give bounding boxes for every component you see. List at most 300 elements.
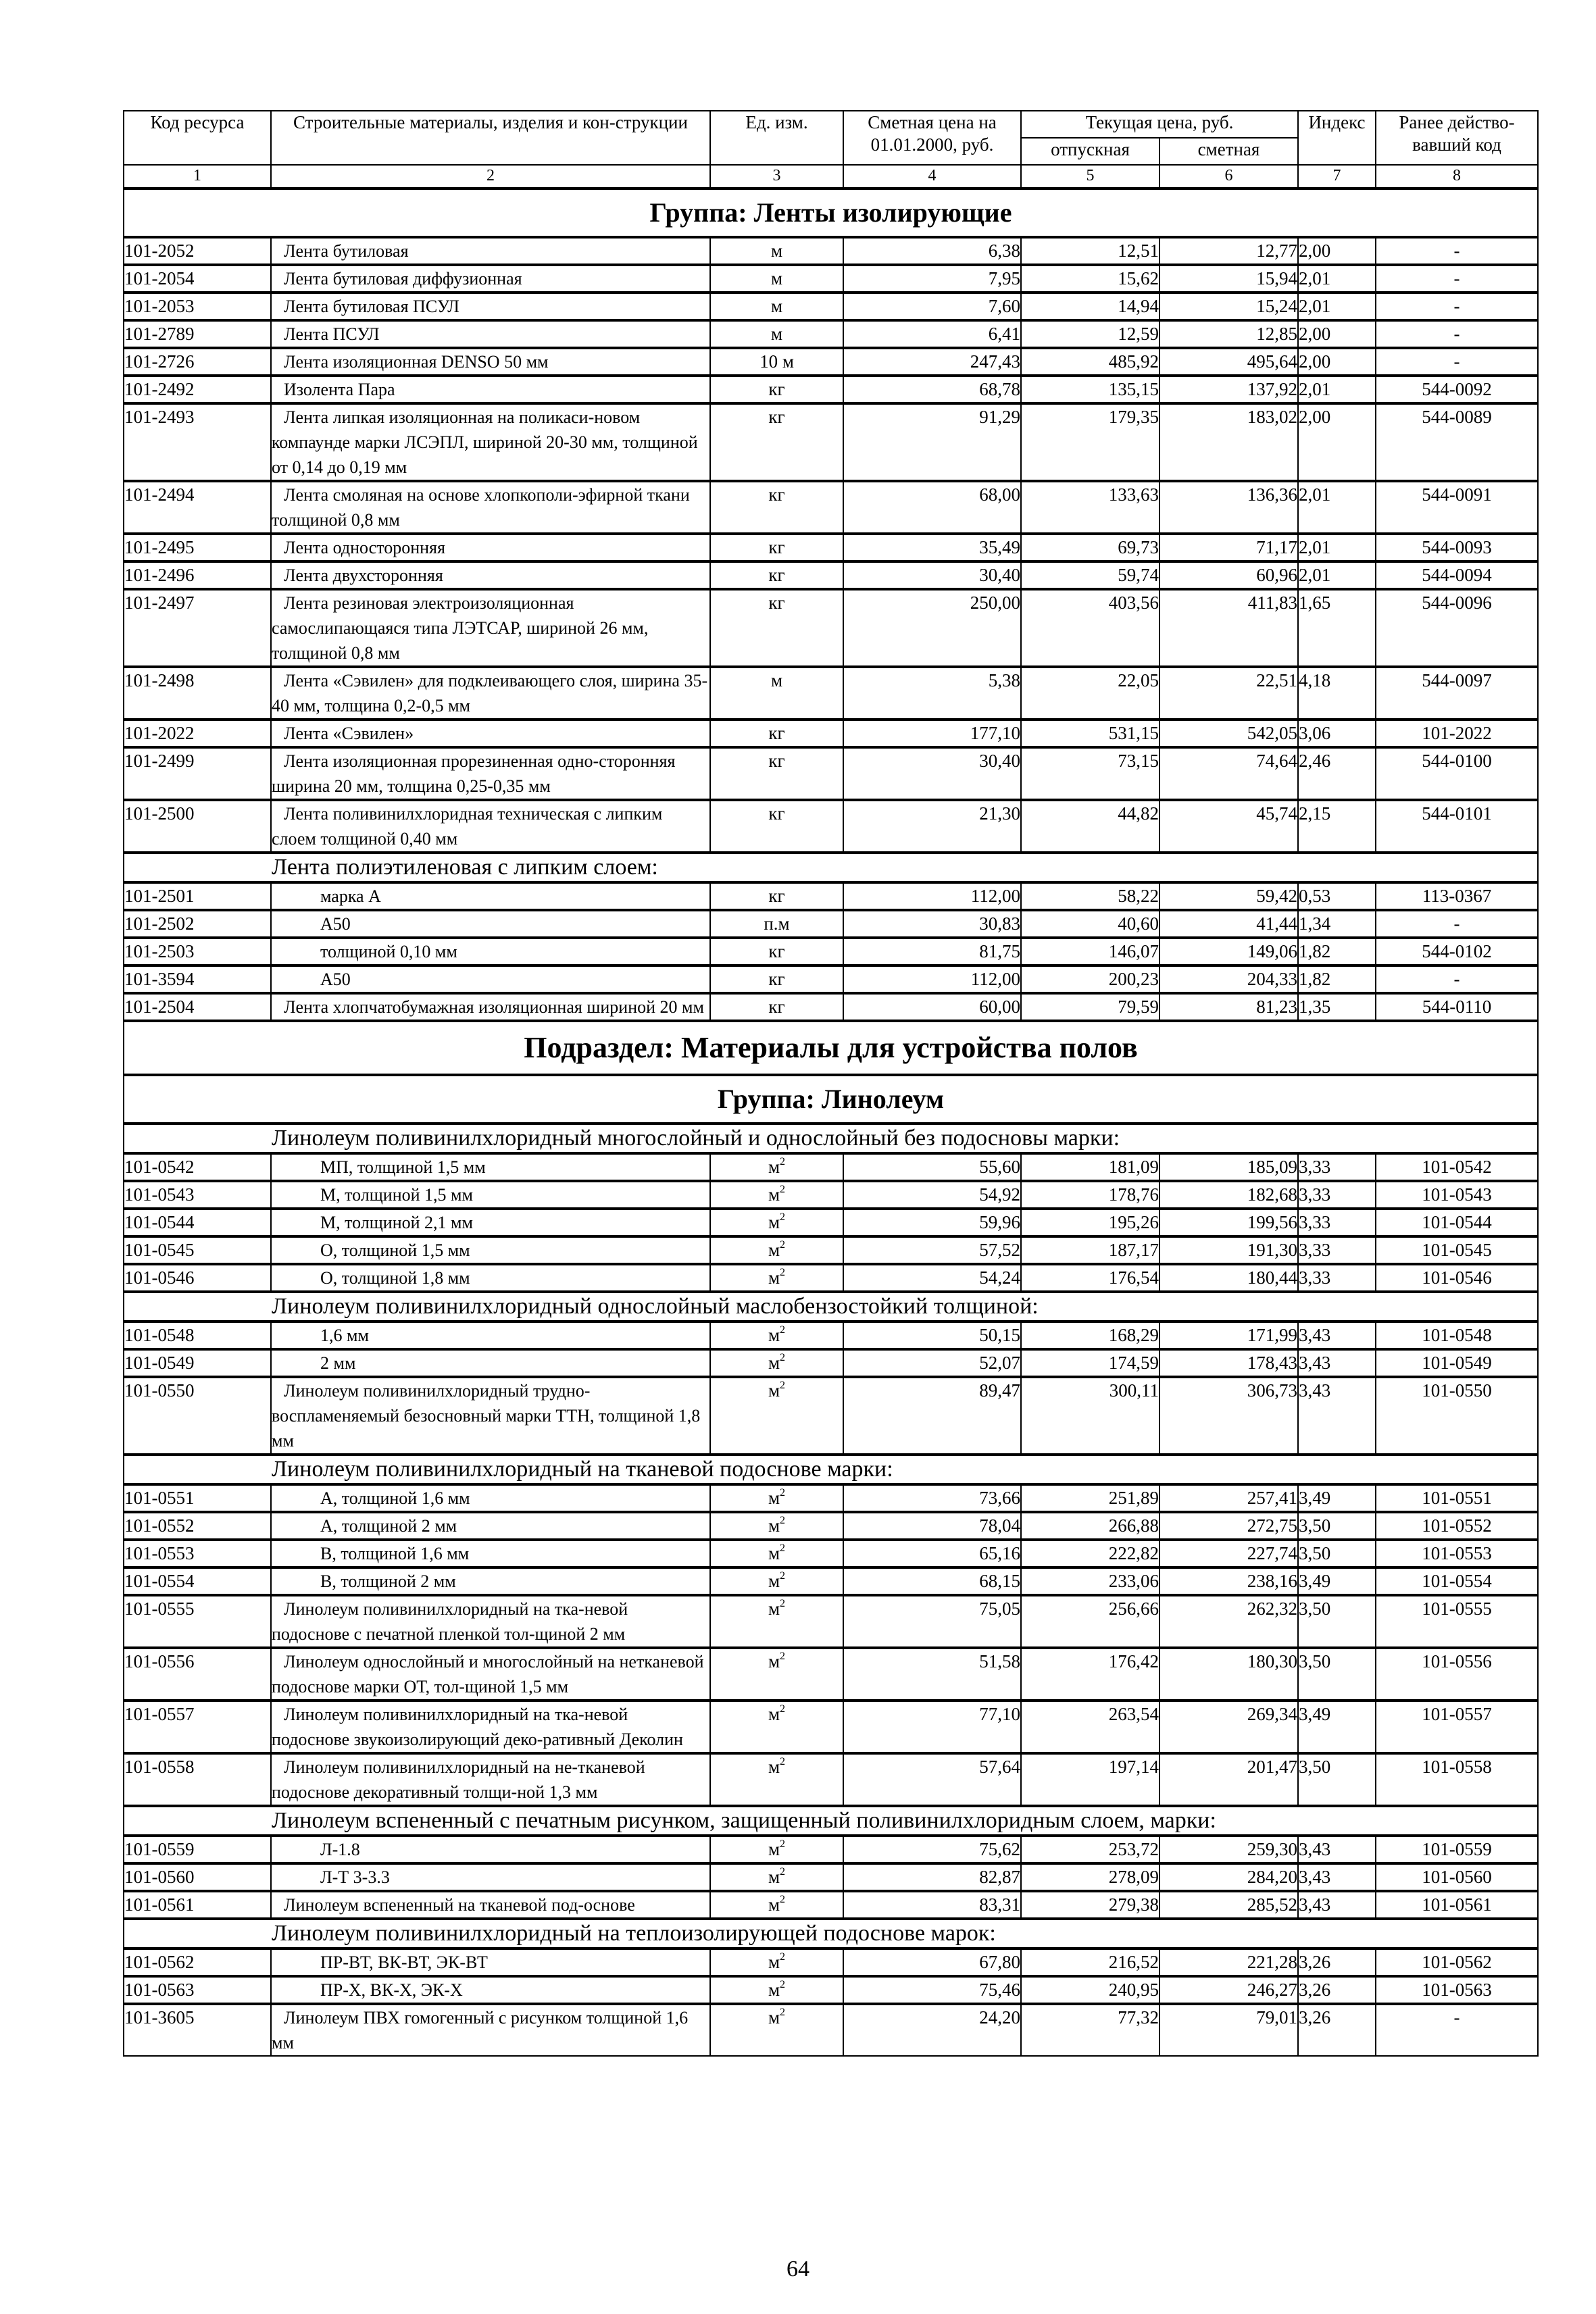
- unit-exponent: 2: [780, 1380, 786, 1391]
- release-price: 263,54: [1021, 1701, 1159, 1753]
- resource-code: 101-3594: [124, 965, 271, 993]
- resource-code: 101-2054: [124, 265, 271, 293]
- base-price: 5,38: [843, 667, 1021, 720]
- release-price: 146,07: [1021, 938, 1159, 965]
- resource-code: 101-2497: [124, 589, 271, 667]
- col-header-base-price: Сметная цена на 01.01.2000, руб.: [843, 111, 1021, 165]
- material-description: Лента «Сэвилен» для подклеивающего слоя, ширина 35-40 мм, толщина 0,2-0,5 мм: [271, 667, 710, 720]
- col-number: 7: [1298, 165, 1376, 188]
- base-price: 82,87: [843, 1863, 1021, 1891]
- unit-of-measure: кг: [710, 938, 843, 965]
- base-price: 30,83: [843, 910, 1021, 938]
- resource-code: 101-0551: [124, 1484, 271, 1512]
- resource-code: 101-0554: [124, 1567, 271, 1595]
- price-index: 3,50: [1298, 1540, 1376, 1567]
- release-price: 77,32: [1021, 2004, 1159, 2056]
- previous-code: 101-0548: [1376, 1322, 1538, 1349]
- resource-code: 101-0555: [124, 1595, 271, 1648]
- unit-of-measure: п.м: [710, 910, 843, 938]
- release-price: 73,15: [1021, 747, 1159, 800]
- material-description: Линолеум однослойный и многослойный на нетканевой подоснове марки ОТ, тол-щиной 1,5 мм: [271, 1648, 710, 1701]
- release-price: 187,17: [1021, 1236, 1159, 1264]
- previous-code: 101-0559: [1376, 1836, 1538, 1863]
- unit-base: м: [768, 1651, 780, 1671]
- release-price: 15,62: [1021, 265, 1159, 293]
- unit-of-measure: кг: [710, 882, 843, 910]
- base-price: 50,15: [843, 1322, 1021, 1349]
- estimate-price: 12,85: [1159, 320, 1298, 348]
- resource-code: 101-2053: [124, 293, 271, 320]
- resource-code: 101-0553: [124, 1540, 271, 1567]
- resource-code: 101-0558: [124, 1753, 271, 1806]
- estimate-price: 306,73: [1159, 1377, 1298, 1455]
- price-index: 3,26: [1298, 1948, 1376, 1976]
- price-index: 2,01: [1298, 534, 1376, 561]
- material-description: ПР-ВТ, ВК-ВТ, ЭК-ВТ: [271, 1948, 710, 1976]
- col-header-description: Строительные материалы, изделия и кон-струкции: [271, 111, 710, 165]
- unit-base: м: [768, 1757, 780, 1777]
- col-number: 4: [843, 165, 1021, 188]
- price-index: 2,01: [1298, 561, 1376, 589]
- material-description: О, толщиной 1,8 мм: [271, 1264, 710, 1292]
- material-description: ПР-Х, ВК-Х, ЭК-Х: [271, 1976, 710, 2004]
- table-row: [124, 720, 1538, 747]
- resource-code: 101-0542: [124, 1153, 271, 1181]
- table-row: [124, 667, 1538, 720]
- base-price: 7,95: [843, 265, 1021, 293]
- material-description: Линолеум вспененный на тканевой под-основе: [271, 1891, 710, 1919]
- resource-code: 101-0549: [124, 1349, 271, 1377]
- price-index: 1,34: [1298, 910, 1376, 938]
- previous-code: 101-0563: [1376, 1976, 1538, 2004]
- material-description: А, толщиной 2 мм: [271, 1512, 710, 1540]
- price-index: 2,00: [1298, 348, 1376, 376]
- estimate-price: 60,96: [1159, 561, 1298, 589]
- unit-of-measure: кг: [710, 561, 843, 589]
- estimate-price: 262,32: [1159, 1595, 1298, 1648]
- unit-base: м: [768, 1212, 780, 1232]
- release-price: 59,74: [1021, 561, 1159, 589]
- col-number: 8: [1376, 165, 1538, 188]
- unit-of-measure: кг: [710, 534, 843, 561]
- price-index: 2,00: [1298, 320, 1376, 348]
- table-header: [124, 111, 1538, 188]
- material-description: В, толщиной 2 мм: [271, 1567, 710, 1595]
- unit-of-measure: [710, 1484, 843, 1512]
- estimate-price: 136,36: [1159, 481, 1298, 534]
- unit-base: м: [768, 1157, 780, 1177]
- resource-code: 101-0561: [124, 1891, 271, 1919]
- material-description: Линолеум поливинилхлоридный на тка-невой подоснове звукоизолирующий деко-ративный Деколин: [271, 1701, 710, 1753]
- col-number: 6: [1159, 165, 1298, 188]
- unit-base: м: [768, 1515, 780, 1536]
- previous-code: 544-0093: [1376, 534, 1538, 561]
- col-number: 5: [1021, 165, 1159, 188]
- previous-code: 544-0110: [1376, 993, 1538, 1021]
- unit-of-measure: [710, 1595, 843, 1648]
- resource-code: 101-0556: [124, 1648, 271, 1701]
- previous-code: 544-0091: [1376, 481, 1538, 534]
- price-index: 2,15: [1298, 800, 1376, 853]
- previous-code: 113-0367: [1376, 882, 1538, 910]
- unit-of-measure: [710, 2004, 843, 2056]
- release-price: 79,59: [1021, 993, 1159, 1021]
- base-price: 68,00: [843, 481, 1021, 534]
- material-description: В, толщиной 1,6 мм: [271, 1540, 710, 1567]
- table-row: [124, 993, 1538, 1021]
- table-row: [124, 747, 1538, 800]
- price-index: 3,49: [1298, 1701, 1376, 1753]
- estimate-price: 81,23: [1159, 993, 1298, 1021]
- base-price: 6,38: [843, 237, 1021, 265]
- unit-base: м: [768, 1380, 780, 1401]
- unit-base: м: [768, 1184, 780, 1205]
- release-price: 253,72: [1021, 1836, 1159, 1863]
- release-price: 133,63: [1021, 481, 1159, 534]
- price-index: 3,33: [1298, 1236, 1376, 1264]
- table-row: [124, 1701, 1538, 1753]
- material-description: Лента односторонняя: [271, 534, 710, 561]
- resource-code: 101-0562: [124, 1948, 271, 1976]
- material-description: О, толщиной 1,5 мм: [271, 1236, 710, 1264]
- table-row: [124, 1484, 1538, 1512]
- estimate-price: 74,64: [1159, 747, 1298, 800]
- table-row: [124, 1153, 1538, 1181]
- table-row: [124, 1567, 1538, 1595]
- unit-exponent: 2: [780, 1866, 786, 1878]
- price-table: [123, 110, 1539, 2057]
- resource-code: 101-3605: [124, 2004, 271, 2056]
- col-header-index: Индекс: [1298, 111, 1376, 165]
- previous-code: 544-0100: [1376, 747, 1538, 800]
- base-price: 247,43: [843, 348, 1021, 376]
- price-index: 3,50: [1298, 1595, 1376, 1648]
- previous-code: -: [1376, 348, 1538, 376]
- table-row: [124, 481, 1538, 534]
- release-price: 174,59: [1021, 1349, 1159, 1377]
- release-price: 222,82: [1021, 1540, 1159, 1567]
- table-row: [124, 1181, 1538, 1209]
- previous-code: -: [1376, 320, 1538, 348]
- unit-exponent: 2: [780, 1598, 786, 1609]
- table-row: [124, 293, 1538, 320]
- table-row: [124, 2004, 1538, 2056]
- release-price: 251,89: [1021, 1484, 1159, 1512]
- price-index: 3,43: [1298, 1863, 1376, 1891]
- previous-code: 101-0551: [1376, 1484, 1538, 1512]
- material-description: Линолеум ПВХ гомогенный с рисунком толщиной 1,6 мм: [271, 2004, 710, 2056]
- material-description: МП, толщиной 1,5 мм: [271, 1153, 710, 1181]
- base-price: 89,47: [843, 1377, 1021, 1455]
- estimate-price: 71,17: [1159, 534, 1298, 561]
- estimate-price: 41,44: [1159, 910, 1298, 938]
- base-price: 112,00: [843, 882, 1021, 910]
- release-price: 181,09: [1021, 1153, 1159, 1181]
- unit-of-measure: [710, 1891, 843, 1919]
- unit-of-measure: [710, 1648, 843, 1701]
- column-numbers-row: [124, 165, 1538, 188]
- release-price: 44,82: [1021, 800, 1159, 853]
- resource-code: 101-2052: [124, 237, 271, 265]
- base-price: 67,80: [843, 1948, 1021, 1976]
- estimate-price: 149,06: [1159, 938, 1298, 965]
- material-description: марка А: [271, 882, 710, 910]
- estimate-price: 180,30: [1159, 1648, 1298, 1701]
- material-description: толщиной 0,10 мм: [271, 938, 710, 965]
- resource-code: 101-2500: [124, 800, 271, 853]
- release-price: 197,14: [1021, 1753, 1159, 1806]
- estimate-price: 178,43: [1159, 1349, 1298, 1377]
- unit-exponent: 2: [780, 1703, 786, 1715]
- price-index: 0,53: [1298, 882, 1376, 910]
- estimate-price: 45,74: [1159, 800, 1298, 853]
- base-price: 30,40: [843, 747, 1021, 800]
- previous-code: -: [1376, 293, 1538, 320]
- release-price: 200,23: [1021, 965, 1159, 993]
- previous-code: 544-0096: [1376, 589, 1538, 667]
- price-index: 3,33: [1298, 1209, 1376, 1236]
- unit-of-measure: [710, 1976, 843, 2004]
- col-number: 3: [710, 165, 843, 188]
- unit-base: м: [768, 1325, 780, 1345]
- base-price: 75,05: [843, 1595, 1021, 1648]
- base-price: 60,00: [843, 993, 1021, 1021]
- unit-of-measure: [710, 1153, 843, 1181]
- material-description: Лента резиновая электроизоляционная самослипающаяся типа ЛЭТСАР, шириной 26 мм, толщиной 0,8 мм: [271, 589, 710, 667]
- unit-of-measure: м: [710, 293, 843, 320]
- unit-of-measure: [710, 1181, 843, 1209]
- unit-base: м: [768, 1488, 780, 1508]
- estimate-price: 285,52: [1159, 1891, 1298, 1919]
- table-row: [124, 320, 1538, 348]
- price-index: 2,01: [1298, 265, 1376, 293]
- estimate-price: 137,92: [1159, 376, 1298, 403]
- price-index: 1,65: [1298, 589, 1376, 667]
- previous-code: 101-0553: [1376, 1540, 1538, 1567]
- estimate-price: 183,02: [1159, 403, 1298, 481]
- base-price: 55,60: [843, 1153, 1021, 1181]
- table-row: [124, 403, 1538, 481]
- price-index: 2,01: [1298, 481, 1376, 534]
- base-price: 68,15: [843, 1567, 1021, 1595]
- release-price: 278,09: [1021, 1863, 1159, 1891]
- material-description: Линолеум поливинилхлоридный на тка-невой подоснове с печатной пленкой тол-щиной 2 мм: [271, 1595, 710, 1648]
- material-description: Лента смоляная на основе хлопкополи-эфирной ткани толщиной 0,8 мм: [271, 481, 710, 534]
- price-index: 3,50: [1298, 1512, 1376, 1540]
- unit-base: м: [768, 1267, 780, 1288]
- subgroup-label: Линолеум вспененный с печатным рисунком, защищенный поливинилхлоридным слоем, марки:: [124, 1806, 1538, 1836]
- table-row: [124, 910, 1538, 938]
- release-price: 485,92: [1021, 348, 1159, 376]
- previous-code: 101-0560: [1376, 1863, 1538, 1891]
- unit-of-measure: кг: [710, 800, 843, 853]
- material-description: Лента хлопчатобумажная изоляционная шириной 20 мм: [271, 993, 710, 1021]
- material-description: Лента бутиловая ПСУЛ: [271, 293, 710, 320]
- previous-code: 544-0089: [1376, 403, 1538, 481]
- material-description: Лента бутиловая диффузионная: [271, 265, 710, 293]
- unit-exponent: 2: [780, 1756, 786, 1767]
- resource-code: 101-0563: [124, 1976, 271, 2004]
- previous-code: 101-0546: [1376, 1264, 1538, 1292]
- estimate-price: 259,30: [1159, 1836, 1298, 1863]
- material-description: А, толщиной 1,6 мм: [271, 1484, 710, 1512]
- unit-exponent: 2: [780, 1542, 786, 1554]
- unit-exponent: 2: [780, 1651, 786, 1662]
- table-row: [124, 882, 1538, 910]
- unit-exponent: 2: [780, 1267, 786, 1278]
- resource-code: 101-2504: [124, 993, 271, 1021]
- previous-code: 101-0556: [1376, 1648, 1538, 1701]
- estimate-price: 59,42: [1159, 882, 1298, 910]
- base-price: 24,20: [843, 2004, 1021, 2056]
- material-description: Лента двухсторонняя: [271, 561, 710, 589]
- estimate-price: 204,33: [1159, 965, 1298, 993]
- resource-code: 101-0557: [124, 1701, 271, 1753]
- col-number: 2: [271, 165, 710, 188]
- previous-code: 101-0557: [1376, 1701, 1538, 1753]
- unit-base: м: [768, 1599, 780, 1619]
- unit-base: м: [768, 1704, 780, 1724]
- unit-of-measure: [710, 1322, 843, 1349]
- table-row: [124, 1595, 1538, 1648]
- subgroup-label: Линолеум поливинилхлоридный однослойный маслобензостойкий толщиной:: [124, 1292, 1538, 1322]
- base-price: 177,10: [843, 720, 1021, 747]
- unit-base: м: [768, 1543, 780, 1563]
- table-row: [124, 1648, 1538, 1701]
- material-description: Линолеум поливинилхлоридный на не-тканевой подоснове декоративный толщи-ной 1,3 мм: [271, 1753, 710, 1806]
- release-price: 178,76: [1021, 1181, 1159, 1209]
- price-index: 1,82: [1298, 965, 1376, 993]
- subgroup-label: Линолеум поливинилхлоридный на тканевой подоснове марки:: [124, 1455, 1538, 1484]
- price-index: 1,82: [1298, 938, 1376, 965]
- estimate-price: 227,74: [1159, 1540, 1298, 1567]
- unit-base: м: [768, 1353, 780, 1373]
- table-row: [124, 561, 1538, 589]
- material-description: Лента изоляционная прорезиненная одно-сторонняя ширина 20 мм, толщина 0,25-0,35 мм: [271, 747, 710, 800]
- table-row: [124, 376, 1538, 403]
- unit-exponent: 2: [780, 1487, 786, 1499]
- base-price: 54,92: [843, 1181, 1021, 1209]
- material-description: Лента бутиловая: [271, 237, 710, 265]
- material-description: А50: [271, 910, 710, 938]
- table-row: [124, 237, 1538, 265]
- material-description: Л-1.8: [271, 1836, 710, 1863]
- release-price: 135,15: [1021, 376, 1159, 403]
- previous-code: 101-0555: [1376, 1595, 1538, 1648]
- previous-code: 101-0558: [1376, 1753, 1538, 1806]
- release-price: 279,38: [1021, 1891, 1159, 1919]
- base-price: 78,04: [843, 1512, 1021, 1540]
- unit-of-measure: [710, 1567, 843, 1595]
- unit-of-measure: м: [710, 320, 843, 348]
- unit-of-measure: [710, 1349, 843, 1377]
- price-index: 1,35: [1298, 993, 1376, 1021]
- unit-of-measure: 10 м: [710, 348, 843, 376]
- unit-base: м: [768, 1240, 780, 1260]
- unit-base: м: [768, 2007, 780, 2028]
- price-index: 3,50: [1298, 1753, 1376, 1806]
- release-price: 176,42: [1021, 1648, 1159, 1701]
- unit-of-measure: кг: [710, 589, 843, 667]
- base-price: 30,40: [843, 561, 1021, 589]
- previous-code: 101-0544: [1376, 1209, 1538, 1236]
- estimate-price: 185,09: [1159, 1153, 1298, 1181]
- table-row: [124, 1948, 1538, 1976]
- unit-of-measure: [710, 1209, 843, 1236]
- resource-code: 101-0548: [124, 1322, 271, 1349]
- unit-of-measure: м: [710, 667, 843, 720]
- base-price: 59,96: [843, 1209, 1021, 1236]
- base-price: 57,52: [843, 1236, 1021, 1264]
- table-row: [124, 1976, 1538, 2004]
- resource-code: 101-2789: [124, 320, 271, 348]
- price-index: 3,26: [1298, 1976, 1376, 2004]
- estimate-price: 238,16: [1159, 1567, 1298, 1595]
- base-price: 81,75: [843, 938, 1021, 965]
- release-price: 233,06: [1021, 1567, 1159, 1595]
- material-description: Лента изоляционная DENSO 50 мм: [271, 348, 710, 376]
- unit-of-measure: [710, 1948, 843, 1976]
- table-row: [124, 1836, 1538, 1863]
- col-header-prev-code: Ранее действо-вавший код: [1376, 111, 1538, 165]
- resource-code: 101-0544: [124, 1209, 271, 1236]
- resource-code: 101-2496: [124, 561, 271, 589]
- estimate-price: 201,47: [1159, 1753, 1298, 1806]
- page-number: 64: [787, 2257, 809, 2282]
- material-description: 2 мм: [271, 1349, 710, 1377]
- unit-of-measure: [710, 1236, 843, 1264]
- release-price: 531,15: [1021, 720, 1159, 747]
- unit-of-measure: [710, 1863, 843, 1891]
- unit-of-measure: [710, 1264, 843, 1292]
- group-title-insulating-tapes: Группа: Ленты изолирующие: [124, 188, 1538, 237]
- unit-exponent: 2: [780, 1239, 786, 1251]
- table-row: [124, 1322, 1538, 1349]
- price-index: 3,49: [1298, 1484, 1376, 1512]
- table-row: [124, 938, 1538, 965]
- unit-of-measure: [710, 1836, 843, 1863]
- table-row: [124, 1891, 1538, 1919]
- estimate-price: 495,64: [1159, 348, 1298, 376]
- resource-code: 101-2498: [124, 667, 271, 720]
- base-price: 73,66: [843, 1484, 1021, 1512]
- price-index: 2,01: [1298, 376, 1376, 403]
- release-price: 300,11: [1021, 1377, 1159, 1455]
- estimate-price: 284,20: [1159, 1863, 1298, 1891]
- previous-code: 101-0550: [1376, 1377, 1538, 1455]
- table-row: [124, 1236, 1538, 1264]
- material-description: Линолеум поливинилхлоридный трудно-воспламеняемый безосновный марки ТТН, толщиной 1,8 мм: [271, 1377, 710, 1455]
- previous-code: 101-0562: [1376, 1948, 1538, 1976]
- unit-base: м: [768, 1952, 780, 1972]
- price-index: 3,43: [1298, 1322, 1376, 1349]
- release-price: 12,51: [1021, 237, 1159, 265]
- release-price: 168,29: [1021, 1322, 1159, 1349]
- previous-code: -: [1376, 965, 1538, 993]
- release-price: 69,73: [1021, 534, 1159, 561]
- release-price: 216,52: [1021, 1948, 1159, 1976]
- previous-code: 544-0101: [1376, 800, 1538, 853]
- price-index: 2,01: [1298, 293, 1376, 320]
- unit-base: м: [768, 1839, 780, 1859]
- release-price: 58,22: [1021, 882, 1159, 910]
- table-row: [124, 800, 1538, 853]
- base-price: 91,29: [843, 403, 1021, 481]
- subsection-title-floor-materials: Подраздел: Материалы для устройства полов: [124, 1021, 1538, 1075]
- price-index: 3,33: [1298, 1153, 1376, 1181]
- material-description: Изолента Пара: [271, 376, 710, 403]
- estimate-price: 191,30: [1159, 1236, 1298, 1264]
